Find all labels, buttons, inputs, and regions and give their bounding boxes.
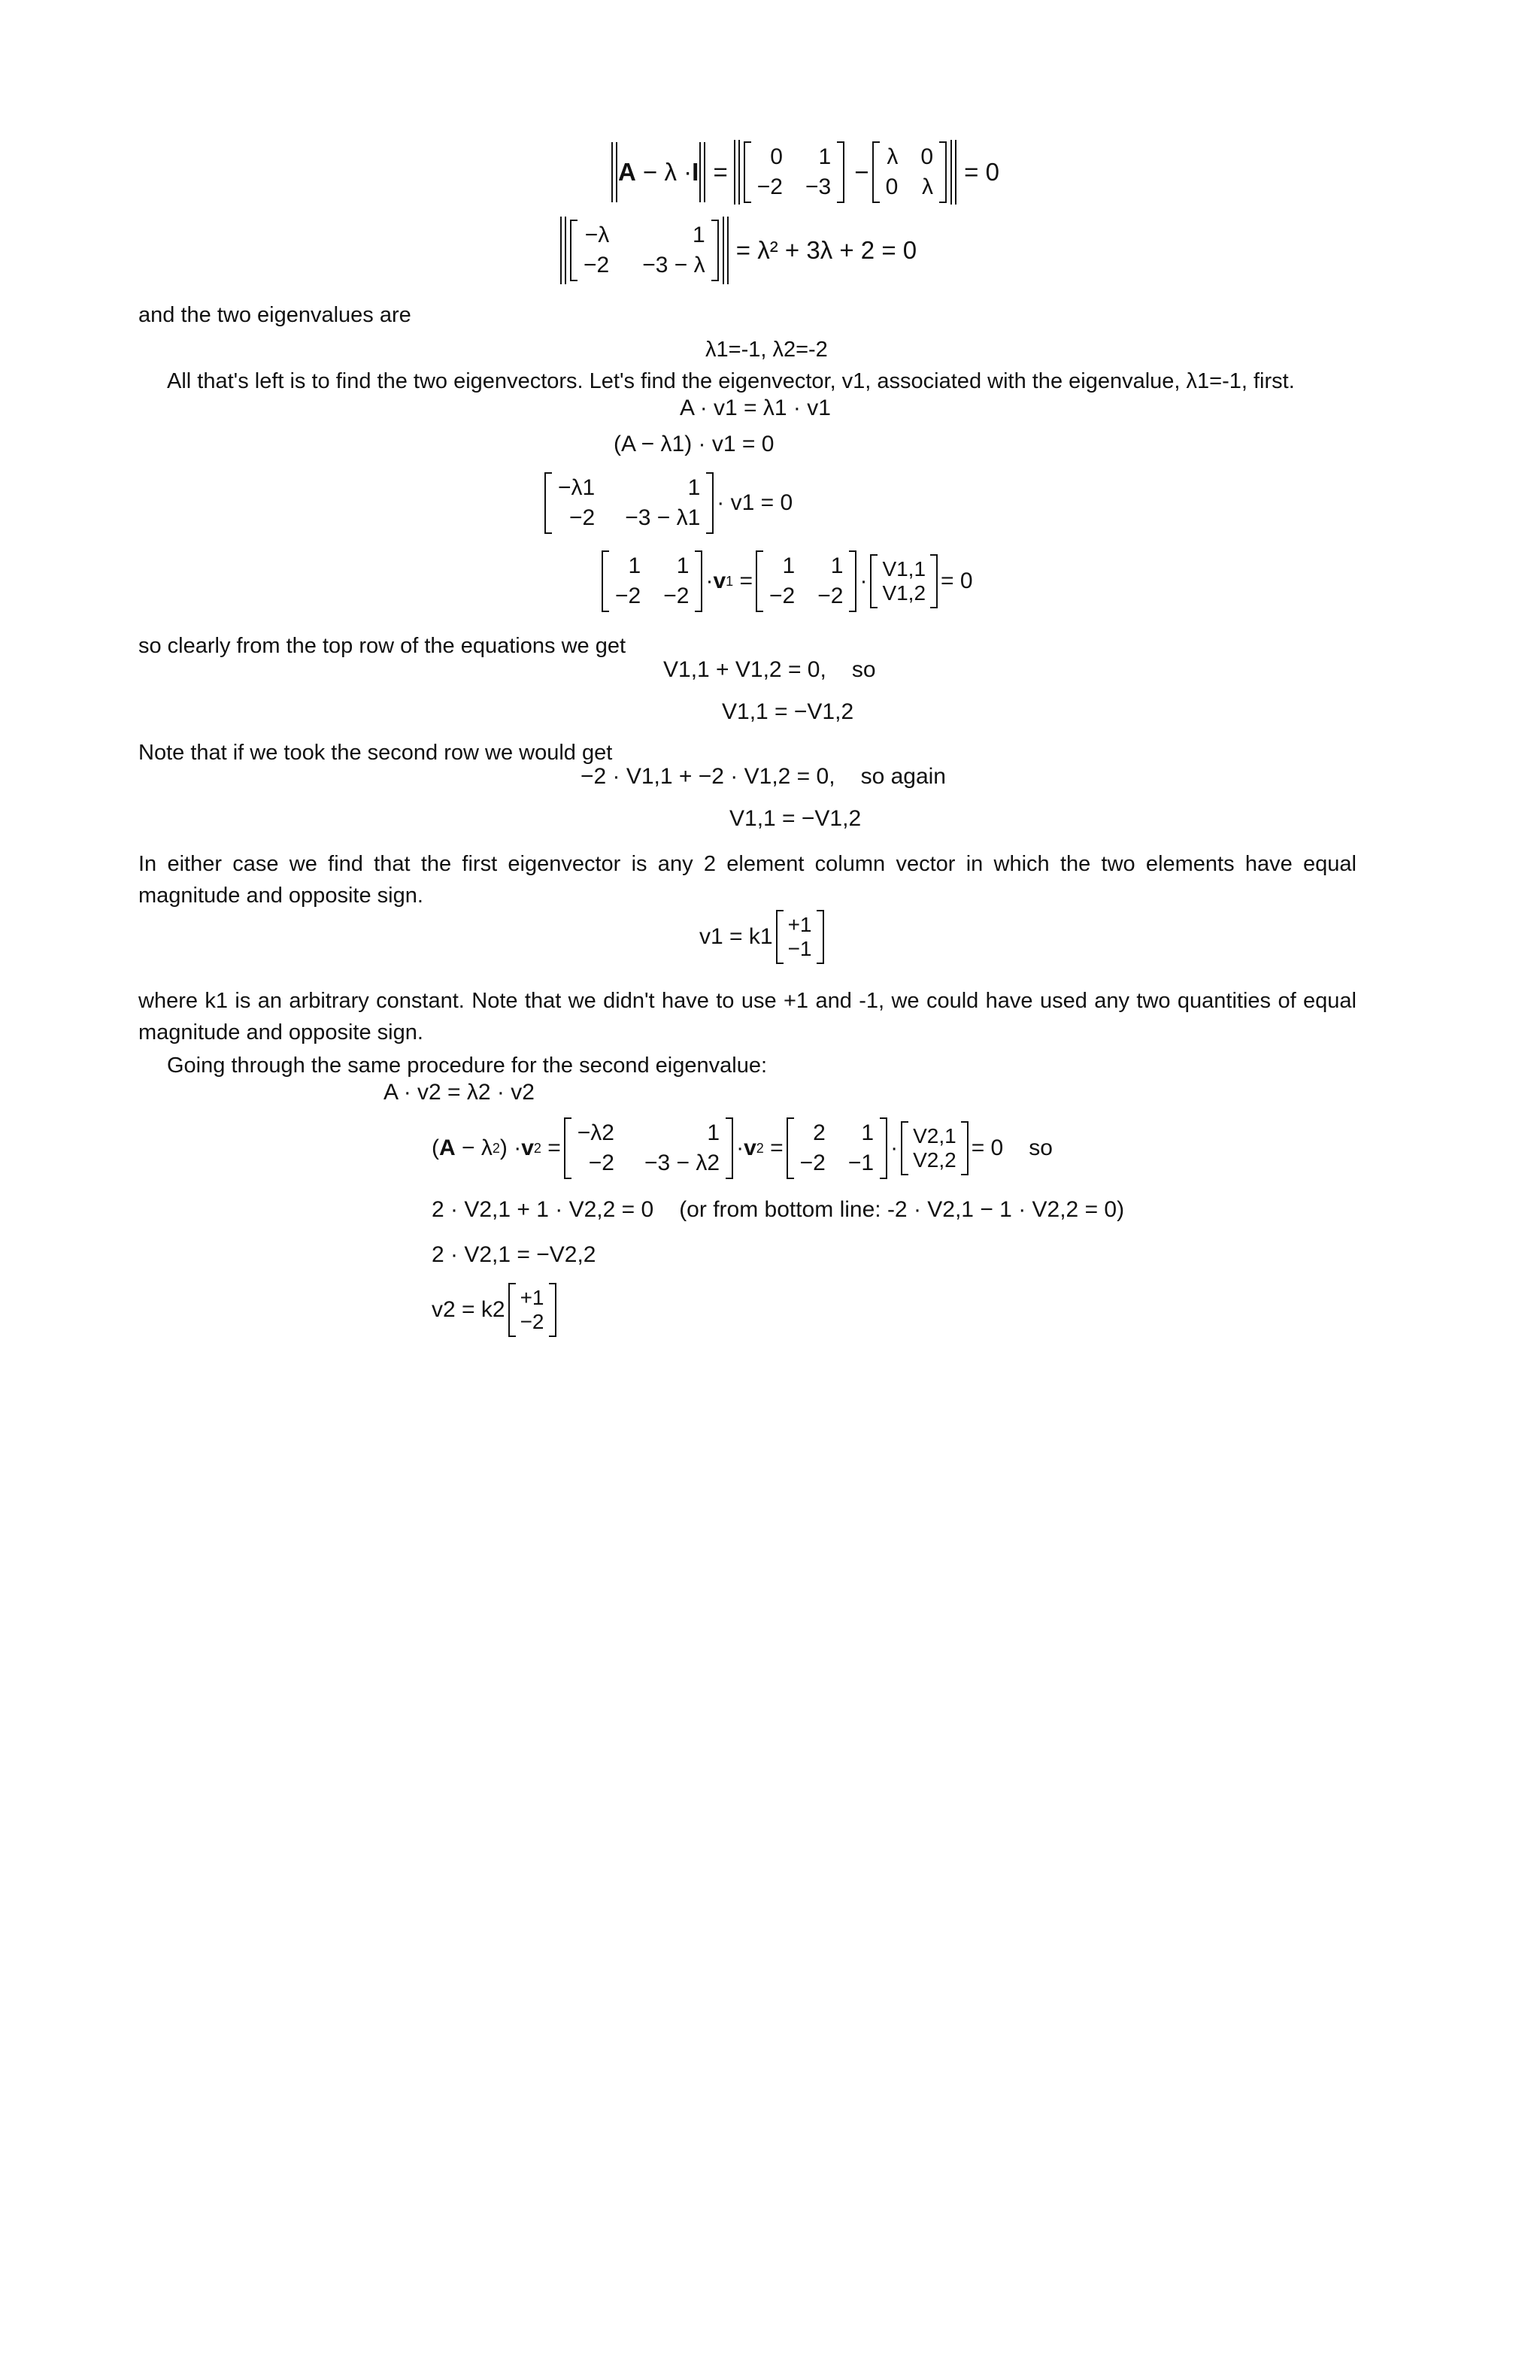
equation-v1-sum: V1,1 + V1,2 = 0, so (663, 657, 876, 682)
paragraph-arbitrary-constant: where k1 is an arbitrary constant. Note that we didn't have to use +1 and -1, we could have used any two quantities of equal magnitude and opposite sign. (138, 989, 1357, 1044)
matrix-lambda-i: λ 0 0 λ (872, 141, 947, 203)
matrix-a: 0 1 −2 −3 (744, 141, 844, 203)
equation-matrix-l1: −λ1 1 −2 −3 − λ1 · v1 = 0 (541, 472, 793, 534)
equation-v1-result: v1 = k1 +1 −1 (699, 910, 827, 964)
paragraph-find-eigenvectors: All that's left is to find the two eigenvectors. Let's find the eigenvector, v1, associated with the eigenvalue, λ1=-1, first. (167, 369, 1295, 393)
vector-v2: +1 −2 (508, 1283, 556, 1337)
equation-numeric-l1: 1 1 −2 −2 · v 1 = 1 1 −2 −2 · V1,1 V1,2 = 0 (599, 550, 973, 612)
paragraph-second-eigenvalue: Going through the same procedure for the second eigenvalue: (167, 1054, 768, 1078)
equation-v1-relation-again: V1,1 = −V1,2 (729, 806, 862, 831)
matrix-numeric-2: 2 1 −2 −1 (787, 1117, 887, 1179)
paragraph-second-row: Note that if we took the second row we would get (138, 741, 613, 765)
equation-av1: A · v1 = λ1 · v1 (680, 396, 831, 420)
vector-v1-components: V1,1 V1,2 (870, 554, 938, 608)
equation-v1-relation: V1,1 = −V1,2 (722, 699, 854, 724)
matrix-a-minus-l2: −λ2 1 −2 −3 − λ2 (564, 1117, 733, 1179)
matrix-char: −λ 1 −2 −3 − λ (570, 220, 719, 281)
paragraph-eigenvalues-intro: and the two eigenvalues are (138, 303, 411, 327)
equation-a-minus-l1: (A − λ1) · v1 = 0 (614, 432, 775, 456)
equation-v2-row: 2 · V2,1 + 1 · V2,2 = 0 (or from bottom line: -2 · V2,1 − 1 · V2,2 = 0) (432, 1197, 1125, 1222)
equation-determinant: A − λ · I = 0 1 −2 −3 − λ 0 0 λ = 0 (611, 140, 999, 205)
paragraph-top-row: so clearly from the top row of the equations we get (138, 634, 626, 658)
equation-v2-result: v2 = k2 +1 −2 (432, 1283, 559, 1337)
equation-matrix-l2: ( A − λ 2 ) · v 2 = −λ2 1 −2 −3 − λ2 · v 2 = 2 1 −2 −1 · V2,1 V2,2 = 0 so (432, 1117, 1053, 1179)
vector-v1: +1 −1 (776, 910, 824, 964)
paragraph-either-case: In either case we find that the first eigenvector is any 2 element column vector in which the two elements have equal magnitude and opposite sign. (138, 852, 1357, 908)
matrix-numeric-1a: 1 1 −2 −2 (602, 550, 702, 612)
equation-av2: A · v2 = λ2 · v2 (383, 1080, 535, 1105)
equation-second-row: −2 · V1,1 + −2 · V1,2 = 0, so again (581, 764, 946, 789)
matrix-numeric-1b: 1 1 −2 −2 (756, 550, 856, 612)
equation-characteristic: −λ 1 −2 −3 − λ = λ² + 3λ + 2 = 0 (559, 217, 917, 284)
eigenvalues-line: λ1=-1, λ2=-2 (705, 338, 828, 362)
equation-v2-relation: 2 · V2,1 = −V2,2 (432, 1242, 596, 1267)
matrix-a-minus-l1: −λ1 1 −2 −3 − λ1 (544, 472, 714, 534)
vector-v2-components: V2,1 V2,2 (901, 1121, 969, 1175)
